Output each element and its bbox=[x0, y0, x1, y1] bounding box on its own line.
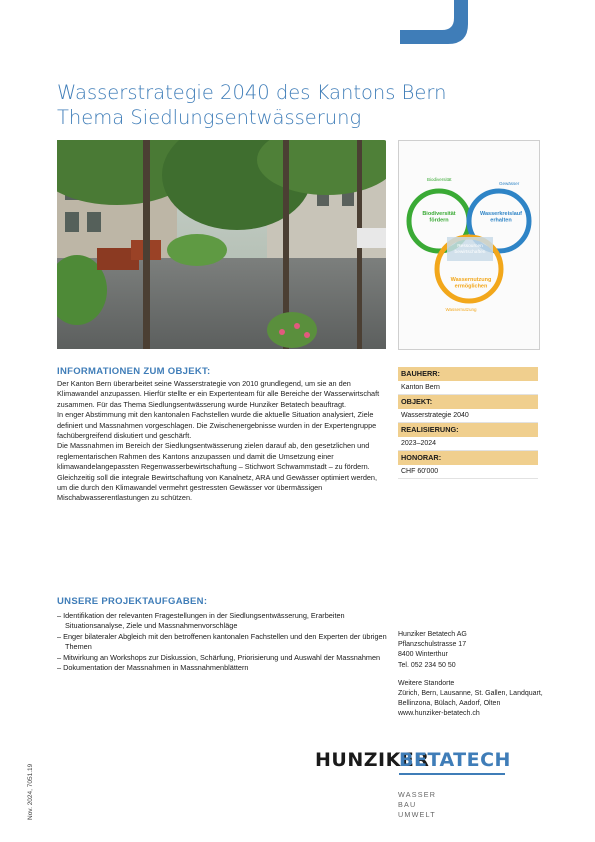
diagram-label-top-left: Biodiversität bbox=[427, 177, 452, 182]
task-item: – Dokumentation der Massnahmen in Massnahmenblättern bbox=[57, 663, 249, 673]
facts-label-objekt: OBJEKT: bbox=[398, 395, 538, 409]
company-tagline bbox=[398, 790, 436, 820]
info-paragraph-4: Gleichzeitig soll die integrale Bewirtschaftung von Kanalnetz, ARA und Gewässer optimiert werden, um die durch den Klimawandel vermehrt gestressten Gewässer vor übermässigen Mischabwasserentlastungen zu schützen. bbox=[57, 472, 378, 503]
contact-company: Hunziker Betatech AG bbox=[398, 631, 467, 638]
tasks-list bbox=[57, 611, 389, 673]
tagline-line-2: BAU bbox=[398, 800, 417, 809]
info-paragraph-2: In enger Abstimmung mit den kantonalen Fachstellen wurde die aktuelle Situation analysiert, Ziele definiert und Massnahmen vorgeschlagen. Die Zwischenergebnisse wurden in der Expertengruppe fachübergreifend diskutiert und geschärft. bbox=[57, 410, 377, 441]
diagram-green-label: Biodiversität fördern bbox=[422, 211, 456, 224]
diagram-orange-label: Wassernutzung ermöglichen bbox=[450, 277, 492, 290]
title-line-1: Wasserstrategie 2040 des Kantons Bern bbox=[57, 81, 447, 104]
strategy-diagram bbox=[398, 140, 540, 350]
tagline-line-3: UMWELT bbox=[398, 810, 436, 819]
info-paragraph-3: Die Massnahmen im Bereich der Siedlungsentwässerung zielen darauf ab, den gesetzlichen und reglementarischen Rahmen des Kantons anzupassen und damit die Umsetzung einer klimawandelangepassten Regenwasserbewirtschaftung – Stichwort Schwammstadt – zu fördern. bbox=[57, 441, 370, 472]
contact-locations-line-1: Zürich, Bern, Lausanne, St. Gallen, Landquart, bbox=[398, 690, 543, 698]
contact-street: Pflanzschulstrasse 17 bbox=[398, 641, 467, 649]
info-body bbox=[57, 379, 389, 504]
task-item: – Enger bilateraler Abgleich mit den betroffenen kantonalen Fachstellen und den Experten der übrigen Themen bbox=[57, 631, 387, 652]
contact-city: 8400 Winterthur bbox=[398, 651, 448, 659]
diagram-center-label: Ressourcen bewirtschaften bbox=[454, 244, 486, 255]
company-logo bbox=[315, 747, 510, 777]
tasks-section bbox=[57, 596, 389, 673]
diagram-blue-label: Wasserkreislauf erhalten bbox=[480, 211, 522, 224]
diagram-label-bottom: Wassernutzung bbox=[445, 307, 477, 312]
facts-value-realisierung: 2023–2024 bbox=[398, 437, 538, 452]
header-tab-mark bbox=[400, 0, 468, 44]
facts-label-honorar: HONORAR: bbox=[398, 451, 538, 465]
contact-phone: Tel. 052 234 50 50 bbox=[398, 661, 456, 669]
task-item: – Identifikation der relevanten Fragestellungen in der Siedlungsentwässerung, Erarbeiten Situationsanalyse, Ziele und Massnahmenvorschläge bbox=[57, 611, 345, 631]
contact-block bbox=[398, 630, 558, 720]
facts-value-bauherr: Kanton Bern bbox=[398, 381, 538, 396]
page-title bbox=[57, 80, 487, 130]
info-paragraph-1: Der Kanton Bern überarbeitet seine Wasserstrategie von 2010 grundlegend, um sie an den Klimawandel anzupassen. Hierfür stellte er ein Expertenteam für alle Bereiche der Wasserwirtschaft zusammen. Für das Thema Siedlungsentwässerung wurde Hunziker Betatech beauftragt. bbox=[57, 379, 380, 409]
diagram-label-top-right: Gewässer bbox=[499, 181, 520, 186]
document-code: Nov. 2024, 7051.19 bbox=[27, 763, 34, 820]
logo-underline bbox=[399, 773, 505, 775]
info-heading: INFORMATIONEN ZUM OBJEKT: bbox=[57, 366, 211, 377]
contact-locations-line-2: Bellinzona, Bülach, Aadorf, Olten bbox=[398, 700, 501, 708]
facts-value-objekt: Wasserstrategie 2040 bbox=[398, 409, 538, 424]
facts-label-bauherr: BAUHERR: bbox=[398, 367, 538, 381]
info-section bbox=[57, 366, 389, 504]
facts-value-honorar: CHF 60'000 bbox=[398, 465, 538, 480]
contact-locations-heading: Weitere Standorte bbox=[398, 679, 455, 687]
project-photo bbox=[57, 140, 386, 349]
tasks-heading: UNSERE PROJEKTAUFGABEN: bbox=[57, 596, 208, 607]
title-line-2: Thema Siedlungsentwässerung bbox=[57, 106, 362, 129]
logo-part-1: HUNZIKER bbox=[315, 749, 430, 771]
facts-label-realisierung: REALISIERUNG: bbox=[398, 423, 538, 437]
tagline-line-1: WASSER bbox=[398, 790, 437, 799]
task-item: – Mitwirkung an Workshops zur Diskussion, Schärfung, Priorisierung und Auswahl der Massnahmen bbox=[57, 652, 381, 662]
project-facts-table bbox=[398, 367, 538, 479]
strategy-circles-graphic bbox=[399, 141, 539, 349]
street-scene-image bbox=[57, 140, 386, 349]
logo-part-2: BETATECH bbox=[399, 749, 511, 771]
contact-website[interactable]: www.hunziker-betatech.ch bbox=[398, 710, 480, 718]
